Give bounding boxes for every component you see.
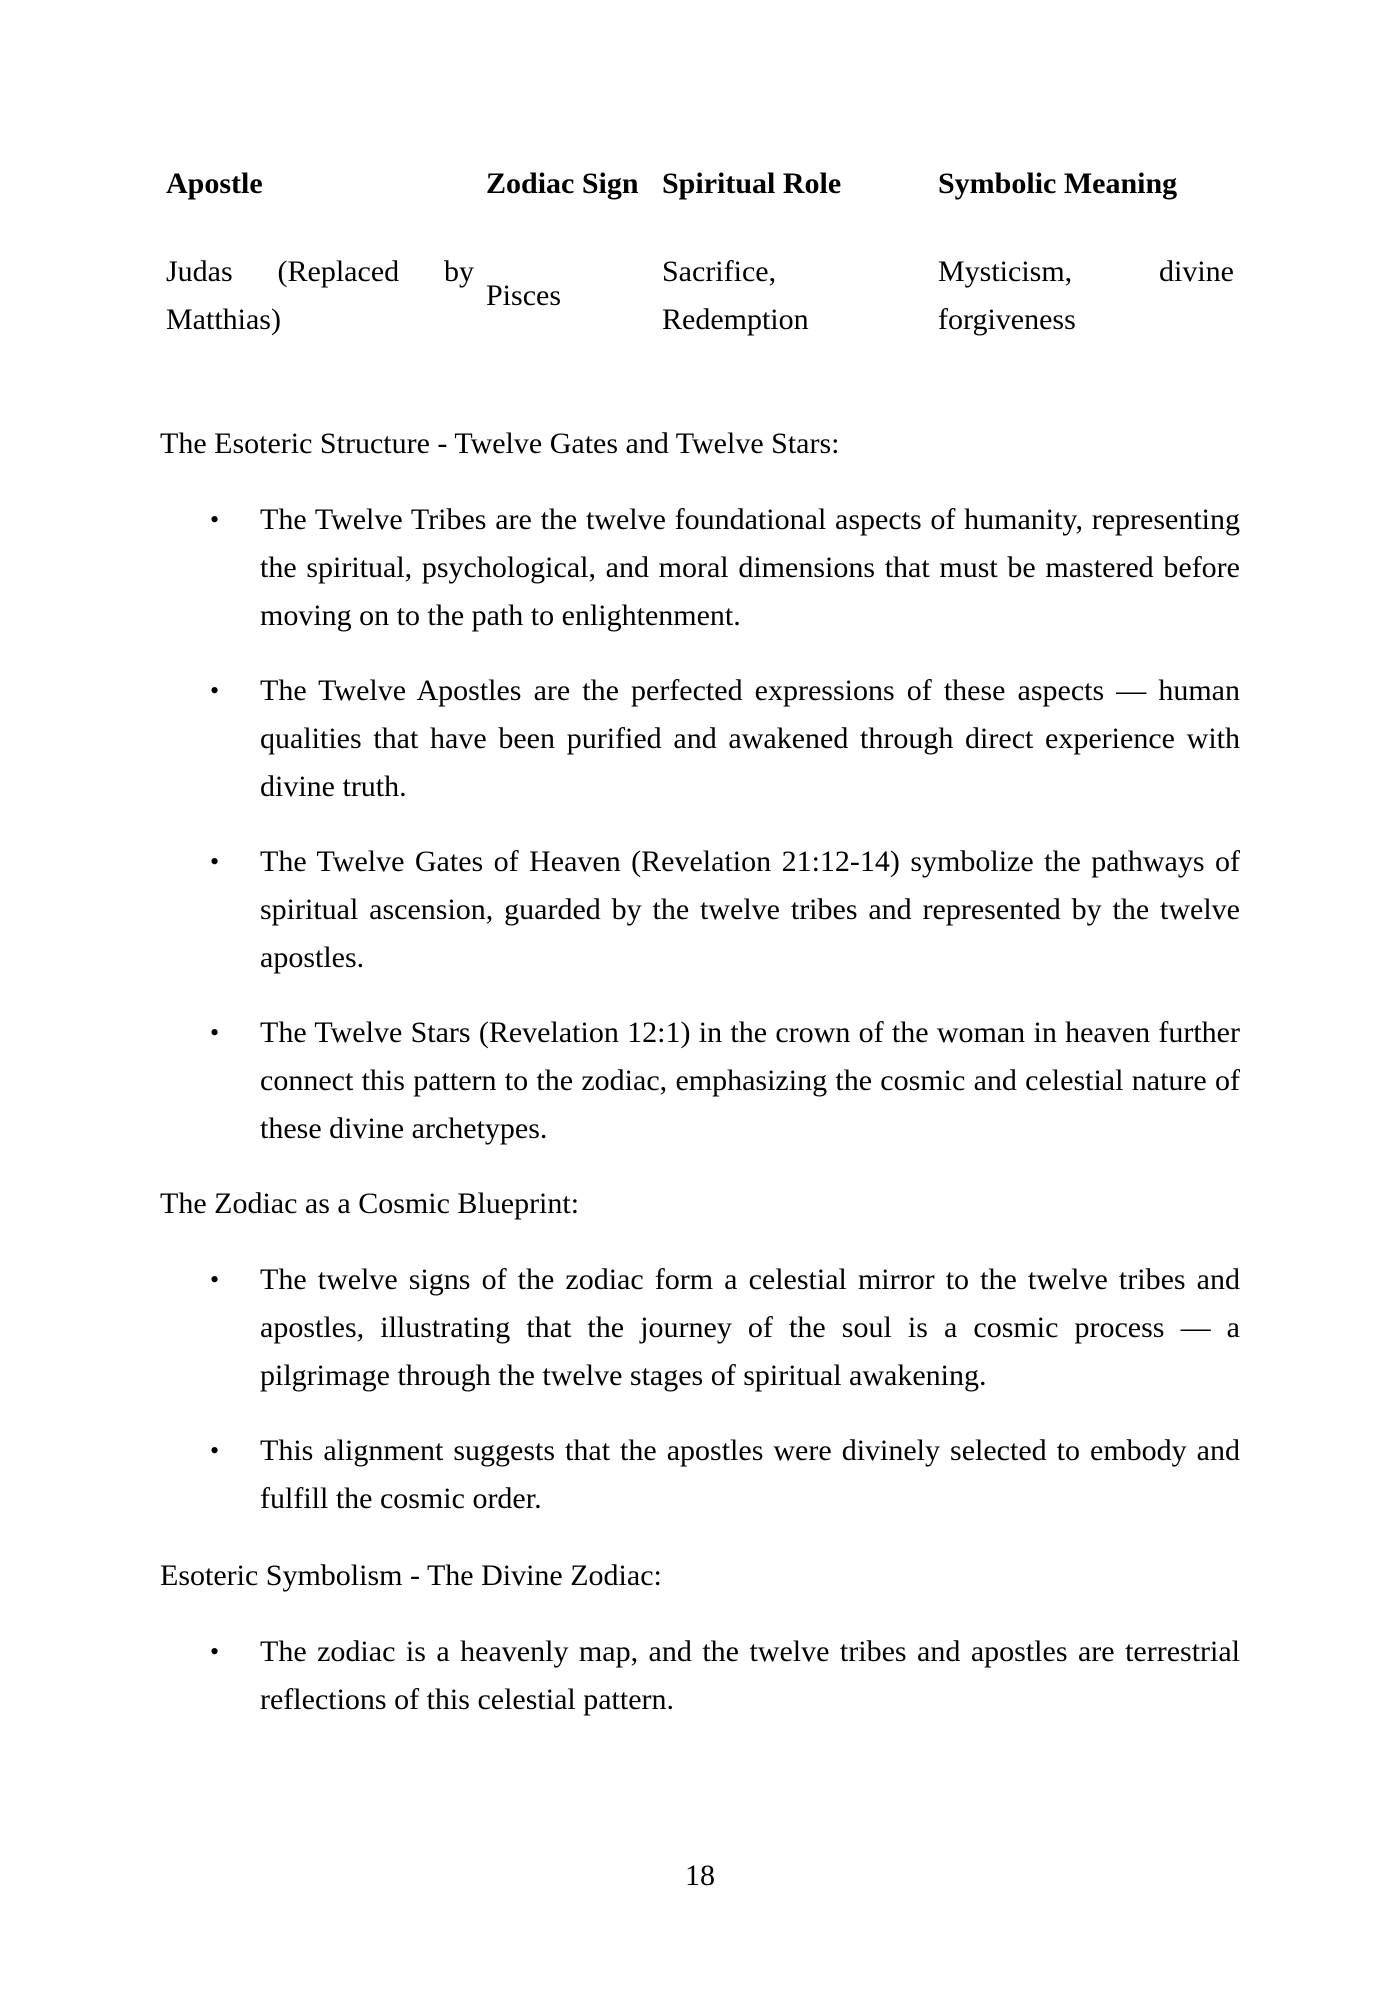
list-item: [160, 496, 1240, 640]
header-spiritual-role: Spiritual Role: [662, 167, 842, 200]
bullet-list-divine-zodiac: [160, 1628, 1240, 1751]
list-item-text: The twelve signs of the zodiac form a celestial mirror to the twelve tribes and apostles, illustrating that the journey of the soul is a cosmic process — a pilgrimage through the twelve stages of spiritual awakening.: [260, 1263, 1240, 1392]
page-number: 18: [685, 1859, 715, 1892]
list-item: [160, 1256, 1240, 1400]
list-item: [160, 1628, 1240, 1724]
section-heading-cosmic-blueprint: The Zodiac as a Cosmic Blueprint:: [160, 1187, 580, 1220]
list-item: [160, 838, 1240, 982]
cell-zodiac-sign: Pisces: [486, 279, 561, 312]
table-row: [160, 248, 1240, 344]
list-item: [160, 1009, 1240, 1153]
header-apostle: Apostle: [166, 167, 263, 200]
list-item-text: The Twelve Stars (Revelation 12:1) in the crown of the woman in heaven further connect this pattern to the zodiac, emphasizing the cosmic and celestial nature of these divine archetypes.: [260, 1016, 1240, 1145]
list-item-text: The Twelve Gates of Heaven (Revelation 21:12-14) symbolize the pathways of spiritual ascension, guarded by the twelve tribes and represented by the twelve apostles.: [260, 845, 1240, 974]
cell-apostle: Judas (Replaced by Matthias): [166, 255, 474, 336]
list-item: [160, 667, 1240, 811]
bullet-icon: •: [210, 1265, 220, 1294]
bullet-list-esoteric-structure: [160, 496, 1240, 1180]
bullet-icon: •: [210, 1436, 220, 1465]
header-zodiac-sign: Zodiac Sign: [486, 167, 639, 200]
header-symbolic-meaning: Symbolic Meaning: [938, 167, 1178, 200]
list-item-text: This alignment suggests that the apostles were divinely selected to embody and fulfill the cosmic order.: [260, 1434, 1240, 1515]
bullet-icon: •: [210, 847, 220, 876]
list-item: [160, 1427, 1240, 1523]
list-item-text: The zodiac is a heavenly map, and the twelve tribes and apostles are terrestrial reflections of this celestial pattern.: [260, 1635, 1240, 1716]
table-header-row: [160, 160, 1240, 248]
bullet-icon: •: [210, 676, 220, 705]
bullet-list-cosmic-blueprint: [160, 1256, 1240, 1550]
cell-spiritual-role: Sacrifice, Redemption: [662, 255, 809, 336]
bullet-icon: •: [210, 1637, 220, 1666]
bullet-icon: •: [210, 505, 220, 534]
list-item-text: The Twelve Tribes are the twelve foundational aspects of humanity, representing the spiritual, psychological, and moral dimensions that must be mastered before moving on to the path to enlightenment.: [260, 503, 1240, 632]
list-item-text: The Twelve Apostles are the perfected expressions of these aspects — human qualities that have been purified and awakened through direct experience with divine truth.: [260, 674, 1240, 803]
bullet-icon: •: [210, 1018, 220, 1047]
apostle-zodiac-table: [160, 160, 1240, 344]
section-heading-divine-zodiac: Esoteric Symbolism - The Divine Zodiac:: [160, 1559, 662, 1592]
section-heading-esoteric-structure: The Esoteric Structure - Twelve Gates and Twelve Stars:: [160, 427, 840, 460]
cell-symbolic-meaning: Mysticism, divine forgiveness: [938, 255, 1234, 336]
